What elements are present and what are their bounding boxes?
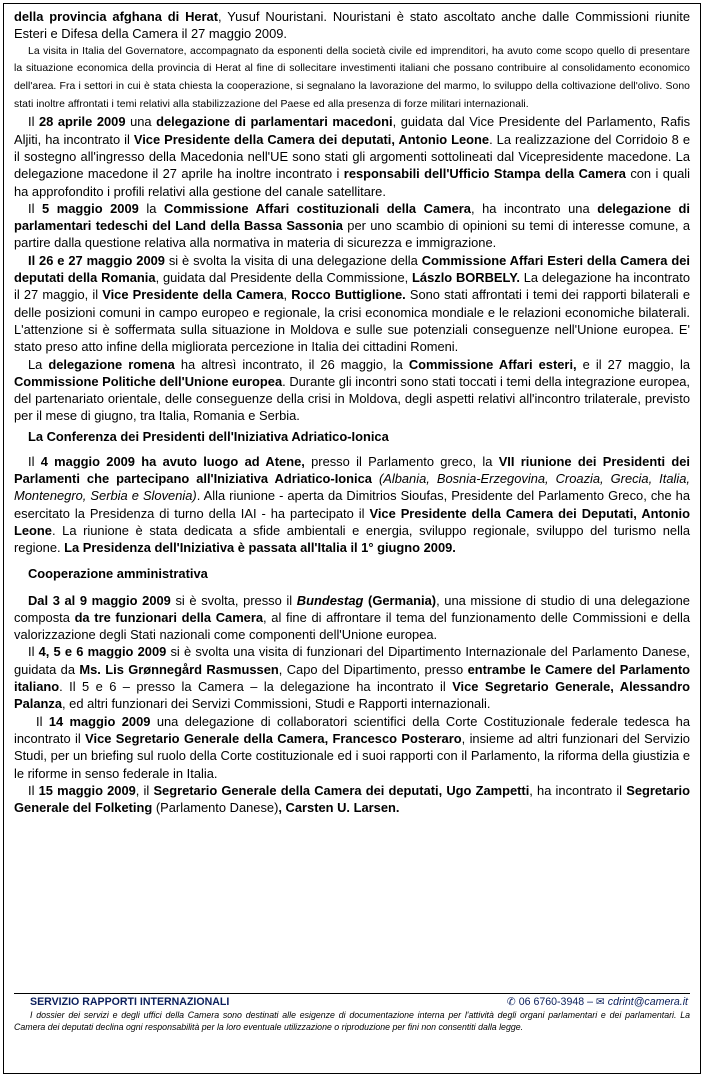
text-run: 4, 5 e 6 maggio 2009 [38, 644, 167, 660]
paragraph-lower-saxony-delegation [14, 200, 690, 252]
text-run: 4 maggio 2009 ha avuto luogo ad Atene, [40, 453, 305, 469]
text-run: , guidata dal Presidente della Commissione, [155, 270, 413, 286]
text-run: Segretario Generale della Camera dei deputati, Ugo Zampetti [153, 782, 530, 798]
text-run: per uno scambio di opinioni su temi di interesse comune, a partire dalla questione relativa alla normativa in materia di sicurezza e immigrazione. [14, 218, 690, 251]
text-run: La delegazione ha incontrato il 27 maggio, il [14, 270, 691, 303]
text-run: (Albania, Bosnia-Erzegovina, Croazia, Grecia, Italia, Montenegro, Serbia e Slovenia) [14, 471, 690, 504]
text-run: Bundestag [296, 592, 364, 608]
footer-office-title: SERVIZIO RAPPORTI INTERNAZIONALI [30, 996, 230, 1008]
page-footer [4, 993, 700, 1073]
text-run: una delegazione di collaboratori scientifici della Corte Costituzionale federale tedesca ha incontrato il [14, 713, 690, 746]
footer-disclaimer: I dossier dei servizi e degli uffici della Camera sono destinati alle esigenze di documentazione interna per l'attività degli organi parlamentari e dei parlamentari. La Camera dei deputati declina ogni responsabilità per la loro eventuale utilizzazione o riproduzione per fini non consentiti dalla legge. [14, 1010, 690, 1032]
text-run: . La realizzazione del Corridoio 8 e il sostegno all'ingresso della Macedonia nell'UE sono stati gli argomenti sottolineati dal Vicepresidente macedone. La delegazione macedone il 27 aprile ha inoltre incontrato i [14, 131, 691, 182]
paragraph-herat-intro [14, 8, 690, 43]
text-run: Il [28, 453, 41, 469]
text-run: Segretario Generale del Folketing [14, 782, 690, 816]
text-run: delegazione romena [48, 356, 175, 372]
text-run: , Carsten U. Larsen. [278, 800, 400, 816]
text-run: 14 maggio 2009 [48, 713, 151, 729]
text-run: La Presidenza dell'Iniziativa è passata all'Italia il 1° giugno 2009. [64, 540, 456, 556]
text-run: (Germania) [363, 592, 437, 608]
text-run: Vice Segretario Generale, Alessandro Palanza [14, 679, 690, 712]
text-run: , ha incontrato una [470, 200, 598, 216]
text-run: , Capo del Dipartimento, presso [278, 661, 468, 677]
text-run: Il [36, 713, 49, 729]
text-run: Ms. Lis Grønnegård Rasmussen [79, 661, 279, 677]
text-run: 28 aprile 2009 [39, 114, 126, 130]
text-run: Lászlo BORBELY. [412, 270, 520, 286]
text-run: La visita in Italia del Governatore, accompagnato da esponenti della società civile ed imprenditori, ha avuto come scopo quello di presentare la situazione economica della provincia di Herat al fine di sollecitare investimenti italiani che possano contribuire al consolidamento economico dell'area. Fra i settori in cui è stata chiesta la cooperazione, si segnalano la lavorazione del marmo, lo sviluppo della coltivazione dell'olivo. Sono stati inoltre affrontati i temi relativi alla stabilizzazione del Paese ed alla presenza di forze militari internazionali. [14, 45, 690, 110]
text-run: , al fine di affrontare il tema del funzionamento delle Commissioni e della valorizzazione degli Stati nazionali come componenti dell'Unione europea. [14, 609, 691, 643]
text-run: , [283, 287, 292, 303]
text-run: Commissione Politiche dell'Unione europea [14, 373, 283, 389]
text-run: Commissione Affari costituzionali della Camera [163, 200, 471, 216]
text-run: Commissione Affari Esteri della Camera dei deputati della Romania [14, 252, 690, 286]
text-run: da tre funzionari della Camera [74, 609, 264, 625]
text-run: VII riunione dei Presidenti dei Parlamenti che partecipano all'Iniziativa Adriatico-Ionica [14, 453, 690, 487]
text-run: Commissione Affari esteri, [408, 356, 577, 372]
text-run: . Alla riunione - aperta da Dimitrios Sioufas, Presidente del Parlamento Greco, che ha esercitato la Presidenza di turno della IAI - ha partecipato il [14, 488, 691, 521]
text-run: Vice Presidente della Camera dei deputati, Antonio Leone [133, 131, 490, 147]
text-run: entrambe le Camere del Parlamento italiano [14, 661, 690, 695]
text-run: 15 maggio 2009 [38, 782, 136, 798]
text-run: La [28, 356, 49, 372]
text-run: , insieme ad altri funzionari del Servizio Studi, per un briefing sul ruolo della Corte costituzionale ed i suoi rapporti con il Parlamento, la riforma della giustizia e le riforme in senso federale in Italia. [14, 730, 690, 781]
text-run: . Durante gli incontri sono stati toccati i temi della integrazione europea, del partenariato orientale, delle conseguenze della crisi in Moldova, degli aspetti relativi all'incontro trilaterale, previsto per il mese di giugno, tra Italia, Romania e Serbia. [14, 373, 690, 424]
paragraph-bundestag-mission [14, 592, 690, 644]
paragraph-folketing-meeting [14, 782, 690, 817]
paragraph-macedonian-delegation [14, 113, 690, 199]
text-run: , ed altri funzionari dei Servizi Commissioni, Studi e Rapporti internazionali. [62, 696, 491, 712]
footer-header [4, 994, 700, 1009]
text-run: (Parlamento Danese) [152, 800, 279, 816]
text-run: Il [28, 114, 39, 130]
note-governor-visit [14, 43, 690, 114]
section-heading-adriatic-ionian: La Conferenza dei Presidenti dell'Iniziativa Adriatico-Ionica [28, 428, 389, 444]
text-run: Il [28, 644, 39, 660]
section-heading-administrative-cooperation: Cooperazione amministrativa [28, 565, 208, 581]
text-run: Rocco Buttiglione. [291, 287, 406, 303]
text-run: Vice Presidente della Camera [102, 287, 284, 303]
text-run: la [138, 200, 164, 216]
text-run: della provincia afghana di Herat [14, 9, 219, 24]
text-run: . Il 5 e 6 – presso la Camera – la delegazione ha incontrato il [59, 679, 453, 695]
footer-contacts [507, 996, 688, 1009]
text-run: si è svolta la visita di una delegazione della [164, 252, 422, 268]
text-run: , Yusuf Nouristani. Nouristani è stato ascoltato anche dalle Commissioni riunite Esteri e Difesa della Camera il 27 maggio 2009. [14, 9, 690, 42]
envelope-icon: ✉ [595, 996, 605, 1008]
text-run: e il 27 maggio, la [576, 356, 690, 372]
text-run: presso il Parlamento greco, la [304, 453, 499, 469]
text-run: delegazione di parlamentari macedoni [156, 114, 393, 130]
text-run: responsabili dell'Ufficio Stampa della Camera [343, 166, 626, 182]
document-page [3, 3, 701, 1074]
text-run: Il [28, 200, 43, 216]
text-run: Vice Segretario Generale della Camera, Francesco Posteraro [85, 730, 462, 746]
text-run: ha altresì incontrato, il 26 maggio, la [174, 356, 409, 372]
text-run: Vice Presidente della Camera dei Deputati, Antonio Leone [14, 505, 691, 538]
text-run: Il [28, 782, 39, 798]
text-run: si è svolta, presso il [170, 592, 297, 608]
text-run: delegazione di parlamentari tedeschi del Land della Bassa Sassonia [14, 200, 690, 234]
text-run: , il [135, 782, 154, 798]
paragraph-danish-parliament-visit [14, 643, 690, 712]
text-run: una [125, 114, 157, 130]
text-run: Dal 3 al 9 maggio 2009 [28, 592, 171, 608]
document-body [4, 4, 700, 816]
text-run: , una missione di studio di una delegazione composta [14, 592, 690, 625]
text-run: si è svolta una visita di funzionari del Dipartimento Internazionale del Parlamento Danese, guidata da [14, 644, 690, 677]
text-run: . La riunione è stata dedicata a sfide ambientali e energia, sviluppo regionale, sviluppo del turismo nella regione. [14, 522, 690, 556]
text-run: con i quali ha approfondito i profili relativi alla gestione del canale satellitare. [14, 166, 690, 199]
paragraph-athens-meeting [14, 453, 690, 557]
footer-email-link[interactable]: cdrint@camera.it [607, 996, 688, 1008]
text-run: Il 26 e 27 maggio 2009 [28, 252, 165, 268]
phone-icon: ✆ [506, 996, 516, 1008]
text-run: , ha incontrato il [529, 782, 627, 798]
paragraph-german-constitutional-court [14, 713, 690, 782]
text-run: 5 maggio 2009 [42, 200, 139, 216]
text-run: Sono stati affrontati i temi dei rapporti bilaterali e delle posizioni comuni in campo europeo e regionale, la crisi economica mondiale e le relazioni economiche bilaterali. L'attenzione si è soffermata sulla situazione in Moldova e sulle sue potenziali conseguenze nell'Unione europea. E' stato preso atto infine della migliorata percezione in Italia dei cittadini Romeni. [14, 287, 690, 355]
paragraph-romanian-commission [14, 252, 690, 356]
text-run: , guidata dal Vice Presidente del Parlamento, Rafis Aljiti, ha incontrato il [14, 114, 691, 147]
footer-phone: 06 6760-3948 – [518, 996, 593, 1008]
paragraph-romanian-delegation [14, 356, 690, 425]
